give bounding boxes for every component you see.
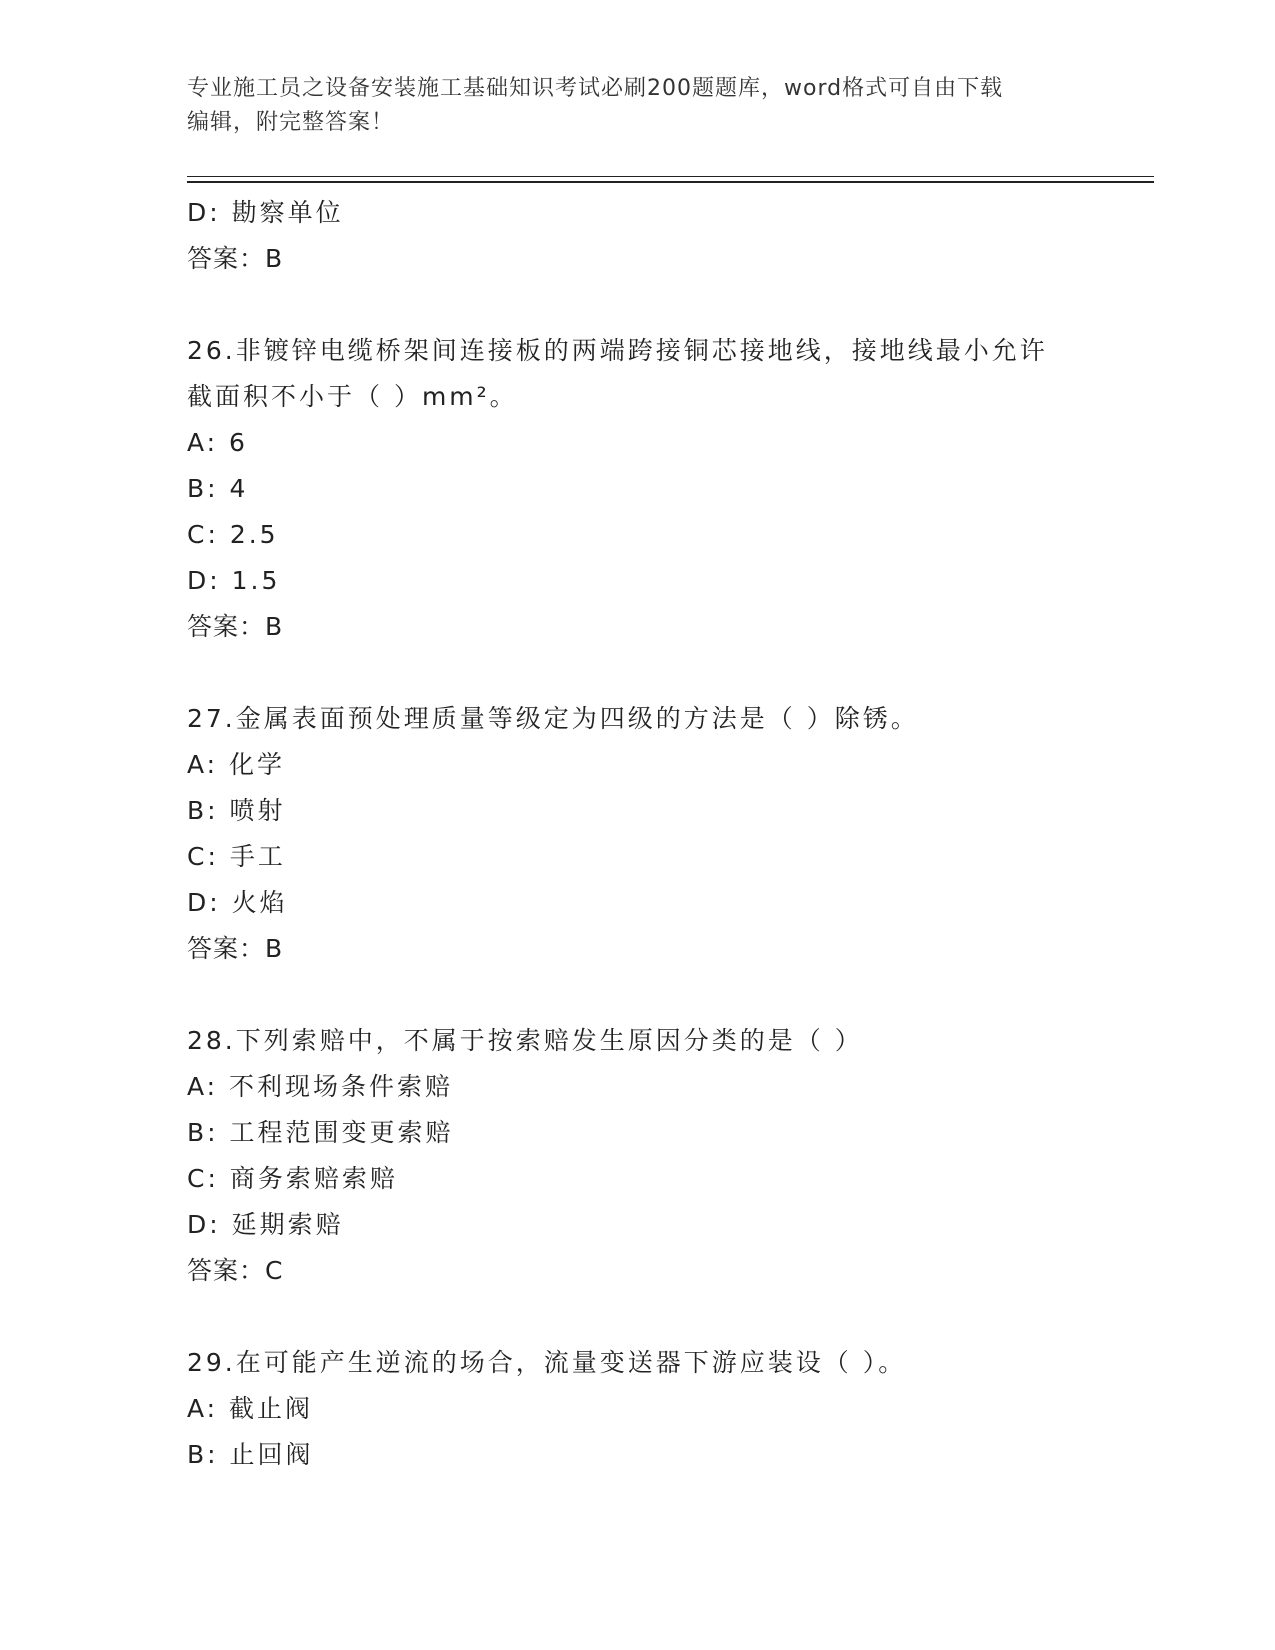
spacer — [187, 972, 1087, 1018]
option-c: C: 商务索赔索赔 — [187, 1164, 398, 1193]
option-a: A: 化学 — [187, 750, 286, 779]
question-text-line-1: 26.非镀锌电缆桥架间连接板的两端跨接铜芯接地线，接地线最小允许 — [187, 336, 1048, 365]
header-line-2: 编辑，附完整答案！ — [187, 110, 395, 135]
header-line-1: 专业施工员之设备安装施工基础知识考试必刷200题题库，word格式可自由下载 — [187, 76, 1004, 101]
option-c: C: 2.5 — [187, 520, 279, 549]
option-b: B: 止回阀 — [187, 1440, 314, 1469]
answer-line: 答案：C — [187, 1256, 284, 1285]
option-d: D: 延期索赔 — [187, 1210, 344, 1239]
option-a: A: 不利现场条件索赔 — [187, 1072, 454, 1101]
question-text-line-1: 29.在可能产生逆流的场合，流量变送器下游应装设（ ）。 — [187, 1348, 907, 1377]
answer-line: 答案：B — [187, 612, 284, 641]
question-29 — [187, 1340, 1087, 1478]
spacer — [187, 282, 1087, 328]
question-text-line-2: 截面积不小于（ ）mm²。 — [187, 382, 518, 411]
previous-question-tail — [187, 190, 1087, 282]
question-27 — [187, 696, 1087, 972]
option-a: A: 6 — [187, 428, 248, 457]
option-a: A: 截止阀 — [187, 1394, 314, 1423]
option-b: B: 喷射 — [187, 796, 286, 825]
option-d: D: 勘察单位 — [187, 198, 344, 227]
answer-line: 答案：B — [187, 934, 284, 963]
question-text-line-1: 28.下列索赔中，不属于按索赔发生原因分类的是（ ） — [187, 1026, 863, 1055]
question-26 — [187, 328, 1087, 650]
option-d: D: 火焰 — [187, 888, 288, 917]
spacer — [187, 1294, 1087, 1340]
option-c: C: 手工 — [187, 842, 286, 871]
spacer — [187, 650, 1087, 696]
option-d: D: 1.5 — [187, 566, 281, 595]
question-28 — [187, 1018, 1087, 1294]
answer-line: 答案：B — [187, 244, 284, 273]
document-body — [187, 190, 1087, 1478]
document-header — [187, 72, 1087, 140]
question-text-line-1: 27.金属表面预处理质量等级定为四级的方法是（ ）除锈。 — [187, 704, 919, 733]
option-b: B: 4 — [187, 474, 249, 503]
header-divider-thick — [187, 181, 1154, 183]
option-b: B: 工程范围变更索赔 — [187, 1118, 454, 1147]
header-divider-thin — [187, 176, 1154, 177]
